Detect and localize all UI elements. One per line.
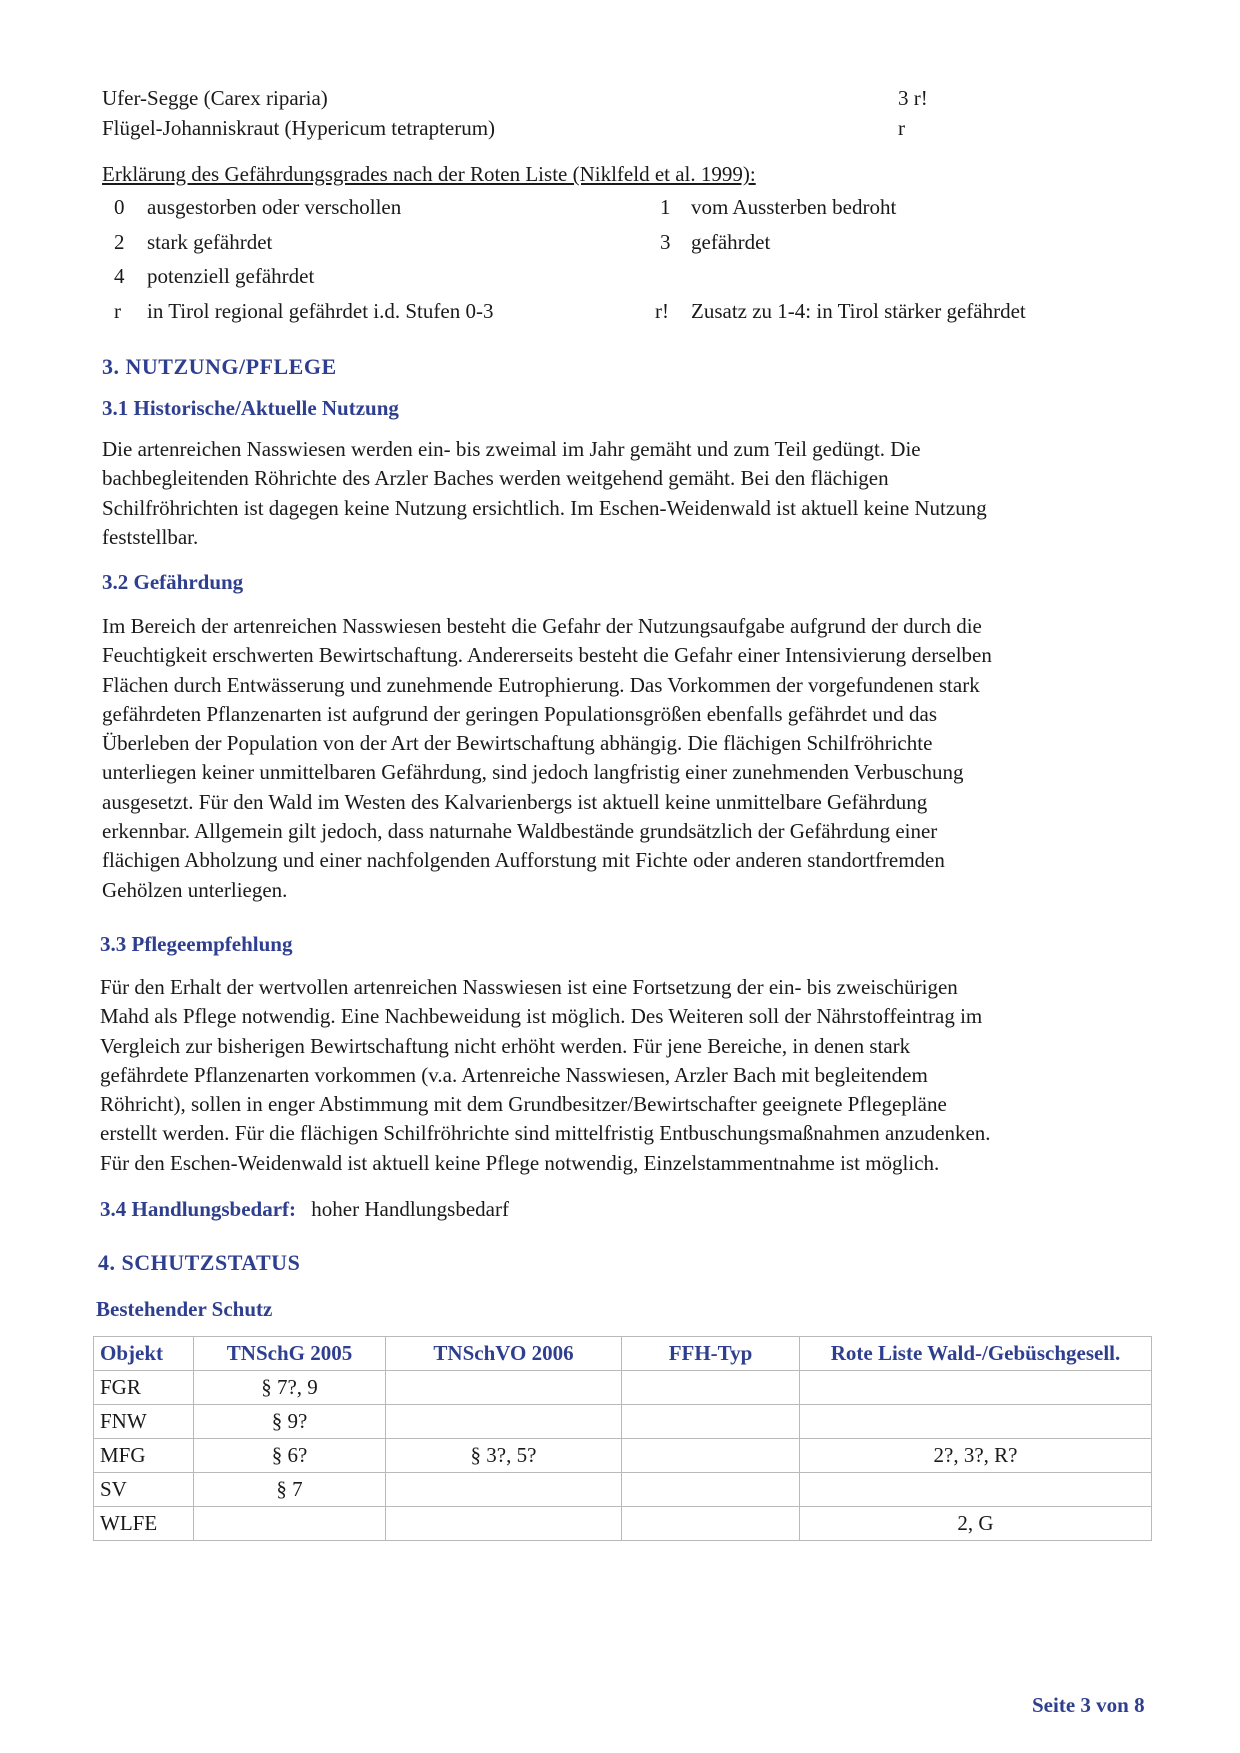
table-cell — [800, 1371, 1152, 1405]
table-cell — [622, 1405, 800, 1439]
table-row — [94, 1439, 1152, 1473]
subsection-heading: 3.4 Handlungsbedarf: — [100, 1197, 297, 1221]
text-line: flächigen Abholzung und einer nachfolgenden Aufforstung mit Fichte oder anderen standortfremden — [102, 848, 945, 873]
text-line: gefährdeten Pflanzenarten ist aufgrund der geringen Populationsgrößen ebenfalls gefährdet und das — [102, 701, 938, 726]
legend-text: in Tirol regional gefährdet i.d. Stufen 0-3 — [147, 299, 494, 323]
text-line: erkennbar. Allgemein gilt jedoch, dass naturnahe Waldbestände grundsätzlich der Gefährdung einer — [102, 819, 938, 844]
text-line: Für den Eschen-Weidenwald ist aktuell keine Pflege notwendig, Einzelstammentnahme ist möglich. — [100, 1150, 940, 1175]
legend-text: vom Aussterben bedroht — [691, 195, 897, 219]
species-status: r — [898, 116, 905, 140]
table-cell — [622, 1473, 800, 1507]
table-cell — [622, 1507, 800, 1541]
species-status: 3 r! — [898, 86, 928, 110]
table-cell — [386, 1371, 622, 1405]
legend-text: Zusatz zu 1-4: in Tirol stärker gefährdet — [691, 299, 1026, 323]
text-line: Überleben der Population von der Art der Bewirtschaftung abhängig. Die flächigen Schilfröhrichte — [102, 731, 933, 756]
column-header: FFH-Typ — [622, 1337, 800, 1371]
species-name: Ufer-Segge (Carex riparia) — [102, 86, 328, 110]
text-line: Feuchtigkeit erschwerten Bewirtschaftung. Andererseits besteht die Gefahr einer Intensivierung derselben — [102, 643, 992, 668]
table-cell: 2?, 3?, R? — [800, 1439, 1152, 1473]
text-line: Gehölzen unterliegen. — [102, 877, 288, 902]
table-cell: § 6? — [194, 1439, 386, 1473]
table-cell — [800, 1405, 1152, 1439]
legend-text: potenziell gefährdet — [147, 264, 315, 288]
table-cell — [386, 1507, 622, 1541]
table-cell: § 3?, 5? — [386, 1439, 622, 1473]
section-heading: 3. NUTZUNG/PFLEGE — [102, 354, 337, 379]
text-line: Für den Erhalt der wertvollen artenreichen Nasswiesen ist eine Fortsetzung der ein- bis zweischürigen — [100, 975, 958, 999]
table-header-row — [94, 1337, 1152, 1371]
text-line: ausgesetzt. Für den Wald im Westen des Kalvarienbergs ist aktuell keine unmittelbare Gefährdung — [102, 789, 928, 814]
subsection-heading: 3.2 Gefährdung — [102, 570, 244, 594]
table-cell: WLFE — [94, 1507, 194, 1541]
legend-text: ausgestorben oder verschollen — [147, 195, 402, 219]
table-cell — [800, 1473, 1152, 1507]
table-caption: Bestehender Schutz — [96, 1297, 273, 1321]
column-header: Rote Liste Wald-/Gebüschgesell. — [800, 1337, 1152, 1371]
subsection-heading: 3.3 Pflegeempfehlung — [100, 932, 293, 956]
paragraph-nutzung — [102, 435, 1162, 552]
text-line: feststellbar. — [102, 524, 199, 549]
species-name: Flügel-Johanniskraut (Hypericum tetrapterum) — [102, 116, 496, 140]
table-cell — [622, 1439, 800, 1473]
table-cell: FNW — [94, 1405, 194, 1439]
paragraph-pflegeempfehlung — [100, 973, 1160, 1178]
text-line: Im Bereich der artenreichen Nasswiesen besteht die Gefahr der Nutzungsaufgabe aufgrund der durch die — [102, 614, 982, 638]
text-line: gefährdete Pflanzenarten vorkommen (v.a. Artenreiche Nasswiesen, Arzler Bach mit begleitendem — [100, 1062, 928, 1087]
table-row — [94, 1405, 1152, 1439]
text-line: Mahd als Pflege notwendig. Eine Nachbeweidung ist möglich. Des Weiteren soll der Nährstoffeintrag im — [100, 1004, 983, 1029]
section-heading: 4. SCHUTZSTATUS — [98, 1250, 301, 1275]
table-cell — [622, 1371, 800, 1405]
text-line: Die artenreichen Nasswiesen werden ein- bis zweimal im Jahr gemäht und zum Teil gedüngt. Die — [102, 437, 921, 461]
legend-code: r — [114, 299, 121, 323]
legend-code: 4 — [114, 264, 125, 288]
text-line: Vergleich zur bisherigen Bewirtschaftung nicht erhöht werden. Für jene Bereiche, in denen stark — [100, 1033, 911, 1058]
legend-code: 0 — [114, 195, 125, 219]
table-row — [94, 1473, 1152, 1507]
table-cell: § 7?, 9 — [194, 1371, 386, 1405]
subsection-heading: 3.1 Historische/Aktuelle Nutzung — [102, 396, 399, 420]
legend-text: stark gefährdet — [147, 230, 273, 254]
legend-text: gefährdet — [691, 230, 771, 254]
table-row — [94, 1371, 1152, 1405]
text-line: Flächen durch Entwässerung und zunehmende Eutrophierung. Das Vorkommen der vorgefundenen stark — [102, 672, 980, 697]
text-line: bachbegleitenden Röhrichte des Arzler Baches werden weitgehend gemäht. Bei den flächigen — [102, 466, 889, 491]
legend-code: 1 — [660, 195, 671, 219]
column-header: TNSchG 2005 — [194, 1337, 386, 1371]
paragraph-gefaehrdung — [102, 612, 1162, 905]
table-cell: MFG — [94, 1439, 194, 1473]
text-line: Schilfröhrichten ist dagegen keine Nutzung ersichtlich. Im Eschen-Weidenwald ist aktuell keine Nutzung — [102, 495, 987, 520]
table-cell — [386, 1405, 622, 1439]
handlungsbedarf-value: hoher Handlungsbedarf — [311, 1197, 509, 1221]
column-header: TNSchVO 2006 — [386, 1337, 622, 1371]
text-line: erstellt werden. Für die flächigen Schilfröhrichte sind mittelfristig Entbuschungsmaßnahmen anzudenken. — [100, 1121, 991, 1146]
table-cell: SV — [94, 1473, 194, 1507]
table-row — [94, 1507, 1152, 1541]
column-header: Objekt — [94, 1337, 194, 1371]
table-cell: § 9? — [194, 1405, 386, 1439]
handlungsbedarf-row — [100, 1195, 509, 1223]
schutz-table — [93, 1336, 1152, 1541]
legend-code: 3 — [660, 230, 671, 254]
table-cell — [386, 1473, 622, 1507]
table-cell: 2, G — [800, 1507, 1152, 1541]
text-line: Röhricht), sollen in enger Abstimmung mit dem Grundbesitzer/Bewirtschafter geeignete Pflegepläne — [100, 1092, 947, 1117]
legend-title: Erklärung des Gefährdungsgrades nach der Roten Liste (Niklfeld et al. 1999): — [102, 162, 756, 186]
text-line: unterliegen keiner unmittelbaren Gefährdung, sind jedoch langfristig einer zunehmenden Verbuschung — [102, 760, 964, 785]
table-cell: § 7 — [194, 1473, 386, 1507]
legend-code: 2 — [114, 230, 125, 254]
page-number: Seite 3 von 8 — [1032, 1693, 1145, 1717]
table-cell — [194, 1507, 386, 1541]
legend-code: r! — [655, 299, 669, 323]
table-cell: FGR — [94, 1371, 194, 1405]
